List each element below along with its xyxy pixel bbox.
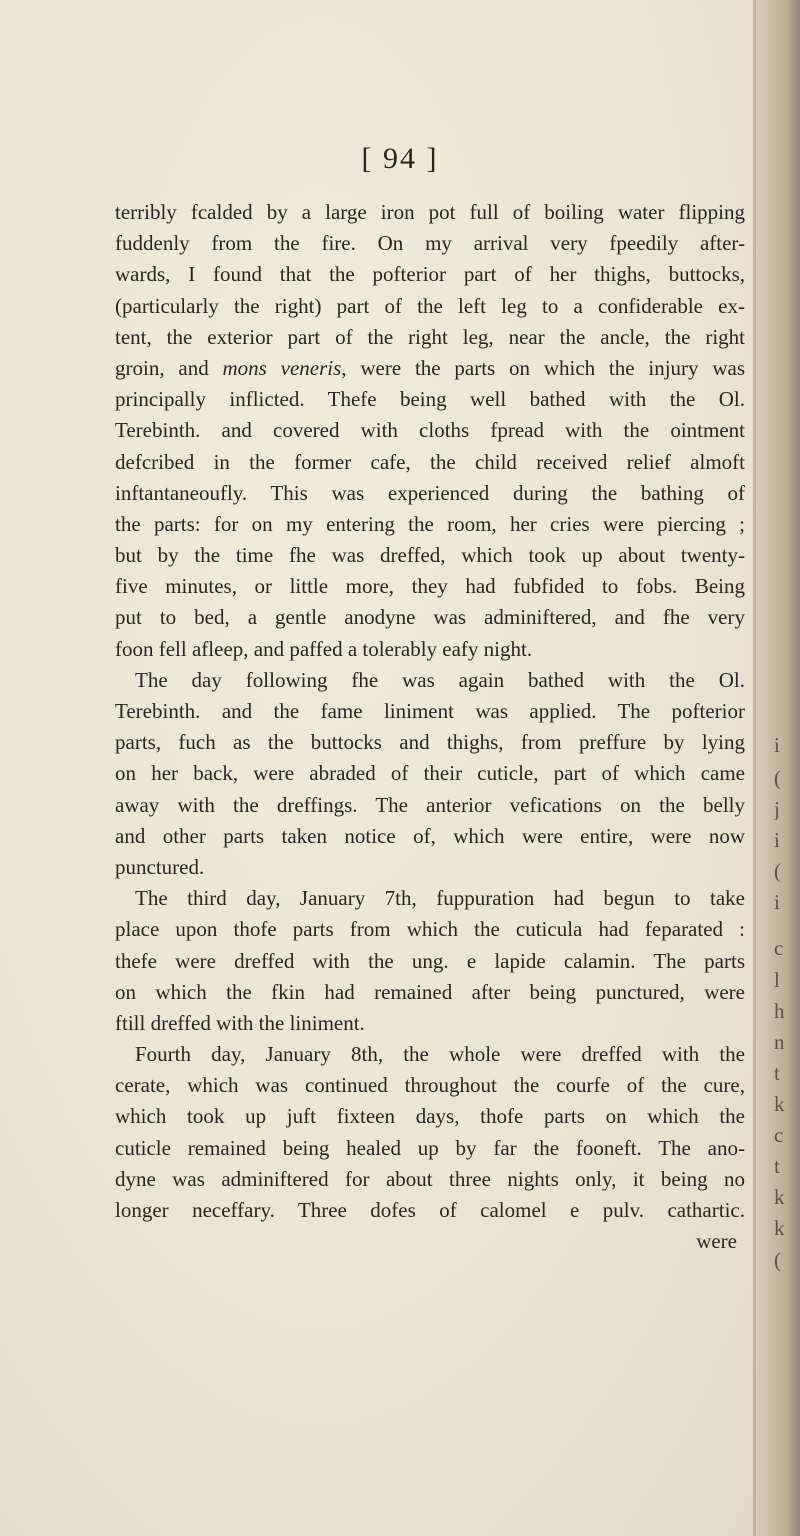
bleed-through-glyph: i bbox=[774, 892, 780, 913]
text-line: thefe were dreffed with the ung. e lapide calamin. The parts bbox=[115, 948, 745, 973]
bleed-through-glyph: k bbox=[774, 1094, 785, 1115]
bleed-through-glyph: n bbox=[774, 1032, 785, 1053]
text-line: cuticle remained being healed up by far the fooneft. The ano- bbox=[115, 1135, 745, 1160]
bleed-through-glyph: t bbox=[774, 1063, 780, 1084]
text-line: foon fell afleep, and paffed a tolerably eafy night. bbox=[115, 636, 533, 661]
text-line: on which the fkin had remained after being punctured, were bbox=[115, 979, 745, 1004]
text-line: place upon thofe parts from which the cuticula had feparated : bbox=[115, 917, 745, 942]
text-line: but by the time fhe was dreffed, which took up about twenty- bbox=[115, 543, 745, 568]
text-line bbox=[115, 353, 745, 384]
text-line: and other parts taken notice of, which were entire, were now bbox=[115, 823, 745, 848]
text-line: terribly fcalded by a large iron pot full of boiling water flipping bbox=[115, 200, 745, 224]
bleed-through-glyph: c bbox=[774, 938, 784, 959]
text-line: five minutes, or little more, they had fubfided to fobs. Being bbox=[115, 574, 745, 599]
bleed-through-glyph: t bbox=[774, 1156, 780, 1177]
bleed-through-glyph: ( bbox=[774, 1250, 781, 1271]
catchword: were bbox=[696, 1229, 737, 1254]
text-line: (particularly the right) part of the left leg to a confiderable ex- bbox=[115, 293, 745, 318]
text-line: Fourth day, January 8th, the whole were dreffed with the bbox=[135, 1042, 745, 1067]
text-line: The third day, January 7th, fuppuration had begun to take bbox=[135, 886, 745, 911]
text-line: The day following fhe was again bathed with the Ol. bbox=[135, 667, 745, 692]
text-line: the parts: for on my entering the room, her cries were piercing ; bbox=[115, 511, 745, 536]
text-line: fuddenly from the fire. On my arrival very fpeedily after- bbox=[115, 231, 745, 256]
bleed-through-glyph: h bbox=[774, 1001, 785, 1022]
text-line: wards, I found that the pofterior part of her thighs, buttocks, bbox=[115, 262, 745, 287]
text-line: cerate, which was continued throughout the courfe of the cure, bbox=[115, 1073, 745, 1098]
text-line: ftill dreffed with the liniment. bbox=[115, 1010, 365, 1035]
page-number-header: [ 94 ] bbox=[361, 142, 439, 175]
text-line: punctured. bbox=[115, 854, 205, 879]
bleed-through-glyph: k bbox=[774, 1187, 785, 1208]
bleed-through-glyph: ( bbox=[774, 768, 781, 789]
text-line: inftantaneoufly. This was experienced during the bathing of bbox=[115, 480, 745, 505]
body-text bbox=[115, 197, 745, 1257]
text-line: which took up juft fixteen days, thofe parts on which the bbox=[115, 1104, 745, 1129]
bleed-through-glyph: i bbox=[774, 830, 780, 851]
italic-term: mons veneris bbox=[222, 355, 342, 380]
text-line: tent, the exterior part of the right leg, near the ancle, the right bbox=[115, 324, 745, 349]
bleed-through-glyph: c bbox=[774, 1125, 784, 1146]
text-run: , were the parts on which the injury was bbox=[341, 355, 746, 380]
bleed-through-glyph: ( bbox=[774, 861, 781, 882]
text-line: defcribed in the former cafe, the child received relief almoft bbox=[115, 449, 745, 474]
bleed-through-glyph: l bbox=[774, 970, 780, 991]
text-line: on her back, were abraded of their cuticle, part of which came bbox=[115, 761, 745, 786]
text-line: dyne was adminiftered for about three nights only, it being no bbox=[115, 1166, 745, 1191]
text-line: put to bed, a gentle anodyne was adminiftered, and fhe very bbox=[115, 605, 745, 630]
text-line: Terebinth. and covered with cloths fpread with the ointment bbox=[115, 418, 745, 443]
text-line: Terebinth. and the fame liniment was applied. The pofterior bbox=[115, 699, 745, 723]
text-line: longer neceffary. Three dofes of calomel e pulv. cathartic. bbox=[115, 1198, 745, 1222]
text-run: groin, and bbox=[115, 355, 209, 380]
bleed-through-glyph: j bbox=[774, 799, 780, 820]
text-line: away with the dreffings. The anterior vefications on the belly bbox=[115, 792, 745, 817]
bleed-through-glyph: i bbox=[774, 735, 780, 756]
bleed-through-glyph: k bbox=[774, 1218, 785, 1239]
text-line: principally inflicted. Thefe being well bathed with the Ol. bbox=[115, 387, 745, 412]
text-line: parts, fuch as the buttocks and thighs, from preffure by lying bbox=[115, 730, 745, 755]
